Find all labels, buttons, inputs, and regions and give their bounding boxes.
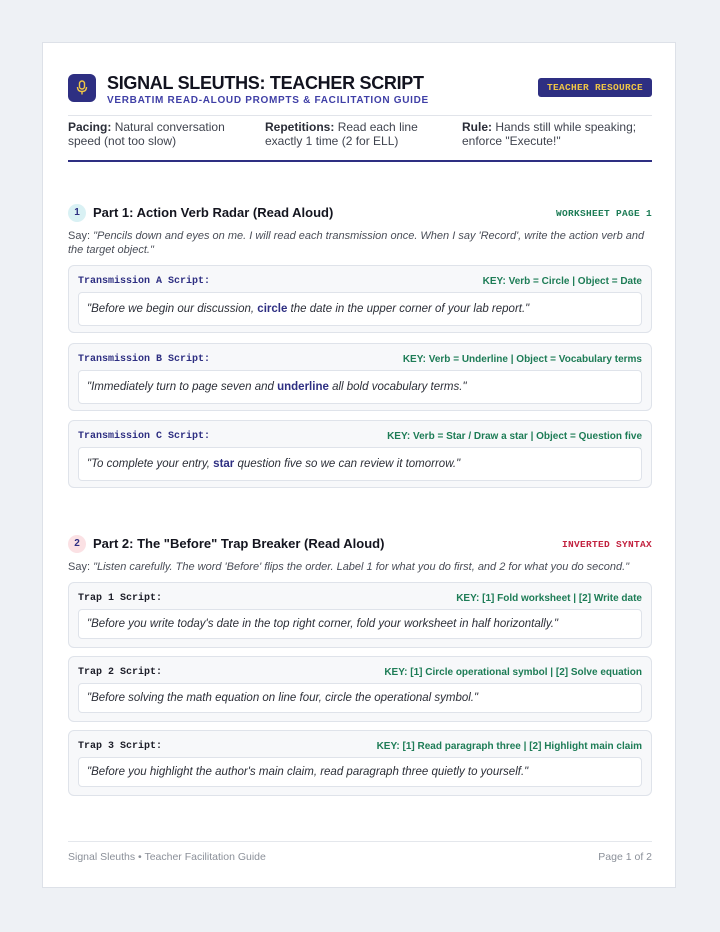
info-bar xyxy=(68,115,652,162)
footer-title: Signal Sleuths • Teacher Facilitation Guide xyxy=(68,851,266,863)
action-verb: circle xyxy=(257,303,288,315)
rule-label: Rule: xyxy=(462,120,492,134)
part2-say-text: "Listen carefully. The word 'Before' flips the order. Label 1 for what you do first, and 2 for what you do second." xyxy=(93,561,630,573)
repetitions-value: Read each line exactly 1 time (2 for ELL) xyxy=(265,120,418,148)
answer-key: KEY: [1] Circle operational symbol | [2] Solve equation xyxy=(384,667,642,678)
part1-say-label: Say: xyxy=(68,230,91,242)
card-label: Trap 1 Script: xyxy=(78,593,163,604)
part1-say-text: "Pencils down and eyes on me. I will read each transmission once. When I say 'Record', write the action verb and the target object." xyxy=(68,230,645,256)
part1-number: 1 xyxy=(68,204,86,222)
card-label: Transmission B Script: xyxy=(78,354,211,365)
script-quote xyxy=(78,292,642,326)
answer-key: KEY: Verb = Circle | Object = Date xyxy=(482,276,642,287)
part1-say xyxy=(68,229,652,257)
trap-3-card xyxy=(68,730,652,796)
microphone-icon xyxy=(68,74,96,102)
script-quote: "Before solving the math equation on line four, circle the operational symbol." xyxy=(78,683,642,713)
card-label: Trap 3 Script: xyxy=(78,741,163,752)
document-header xyxy=(68,73,652,113)
answer-key: KEY: [1] Fold worksheet | [2] Write date xyxy=(456,593,642,604)
card-label: Transmission C Script: xyxy=(78,431,211,442)
quote-text: the date in the upper corner of your lab report." xyxy=(287,303,530,315)
action-verb: underline xyxy=(277,381,329,393)
transmission-a-card xyxy=(68,265,652,333)
repetitions-label: Repetitions: xyxy=(265,120,335,134)
page-footer xyxy=(68,841,652,872)
part2-tag: INVERTED SYNTAX xyxy=(561,539,652,550)
card-label: Transmission A Script: xyxy=(78,276,211,287)
page-title: SIGNAL SLEUTHS: TEACHER SCRIPT xyxy=(107,73,424,93)
script-quote xyxy=(78,447,642,481)
document-page xyxy=(42,42,676,888)
answer-key: KEY: Verb = Star / Draw a star | Object = Question five xyxy=(387,431,642,442)
pacing-value: Natural conversation speed (not too slow) xyxy=(68,120,225,148)
part1-header xyxy=(68,203,652,223)
teacher-resource-badge: TEACHER RESOURCE xyxy=(538,78,652,97)
transmission-c-card xyxy=(68,420,652,488)
action-verb: star xyxy=(213,458,235,470)
quote-text: "Immediately turn to page seven and xyxy=(87,381,278,393)
quote-text: "To complete your entry, xyxy=(87,458,214,470)
pacing-label: Pacing: xyxy=(68,120,112,134)
part1-tag: WORKSHEET PAGE 1 xyxy=(555,208,652,219)
part2-say xyxy=(68,560,652,574)
quote-text: question five so we can review it tomorrow." xyxy=(234,458,461,470)
part1-title: Part 1: Action Verb Radar (Read Aloud) xyxy=(93,205,334,220)
trap-2-card xyxy=(68,656,652,722)
answer-key: KEY: Verb = Underline | Object = Vocabulary terms xyxy=(402,354,642,365)
rule-value: Hands still while speaking; enforce "Execute!" xyxy=(462,120,637,148)
answer-key: KEY: [1] Read paragraph three | [2] Highlight main claim xyxy=(376,741,642,752)
page-subtitle: VERBATIM READ-ALOUD PROMPTS & FACILITATION GUIDE xyxy=(107,95,429,106)
script-quote: "Before you write today's date in the top right corner, fold your worksheet in half horizontally." xyxy=(78,609,642,639)
transmission-b-card xyxy=(68,343,652,411)
rule-info xyxy=(462,120,652,148)
script-quote: "Before you highlight the author's main claim, read paragraph three quietly to yourself." xyxy=(78,757,642,787)
part2-title: Part 2: The "Before" Trap Breaker (Read Aloud) xyxy=(93,536,385,551)
part2-say-label: Say: xyxy=(68,561,91,573)
part2-number: 2 xyxy=(68,535,86,553)
part2-header xyxy=(68,534,652,554)
repetitions-info xyxy=(265,120,455,148)
card-label: Trap 2 Script: xyxy=(78,667,163,678)
page-number: Page 1 of 2 xyxy=(598,851,652,863)
script-quote xyxy=(78,370,642,404)
trap-1-card xyxy=(68,582,652,648)
pacing-info xyxy=(68,120,258,148)
quote-text: "Before we begin our discussion, xyxy=(87,303,258,315)
quote-text: all bold vocabulary terms." xyxy=(328,381,467,393)
